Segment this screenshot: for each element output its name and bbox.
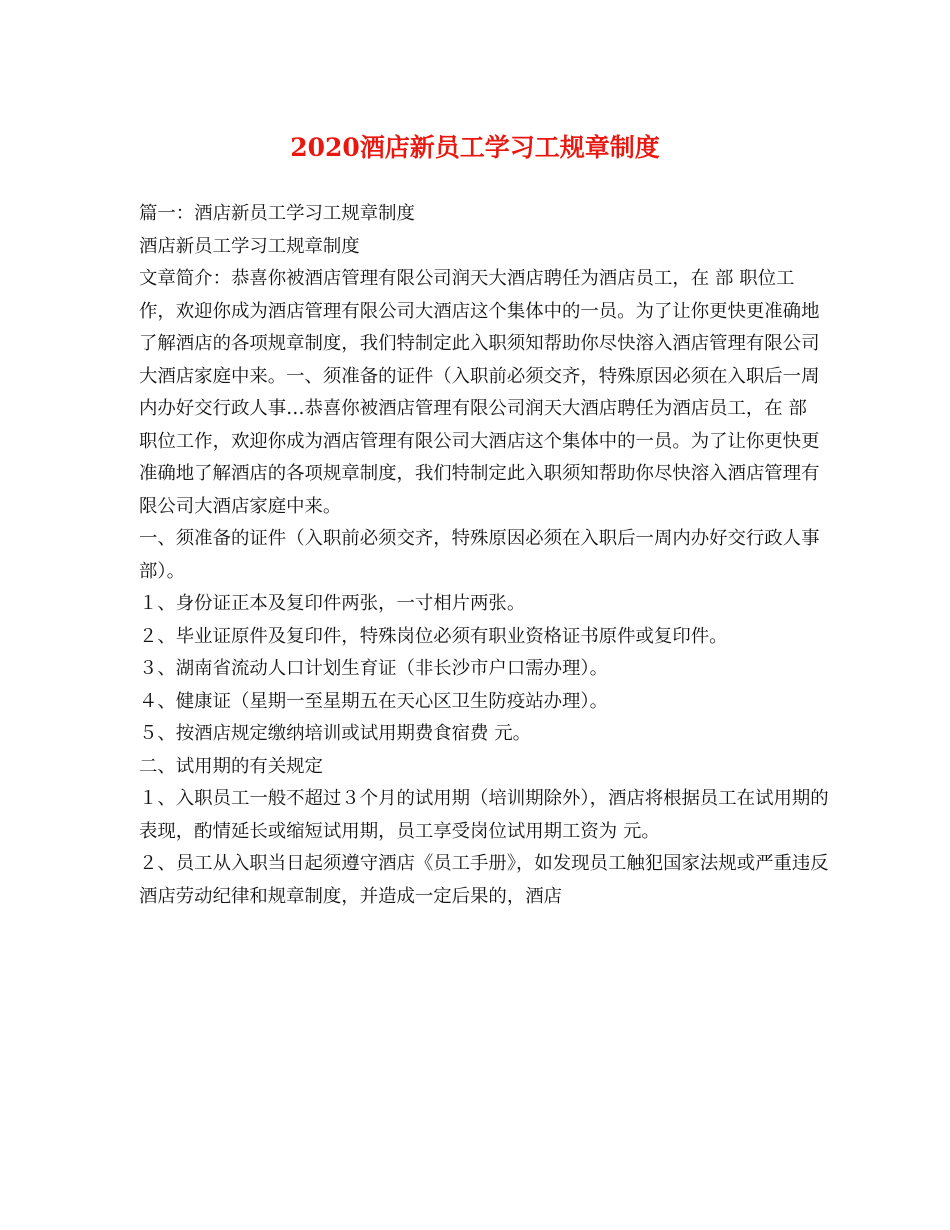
document-title: 2020酒店新员工学习工规章制度 <box>290 133 660 162</box>
section-heading-probation: 二、试用期的有关规定 <box>139 755 323 777</box>
document-body <box>139 198 829 913</box>
list-item-employee-handbook: ２、员工从入职当日起须遵守酒店《员工手册》，如发现员工触犯国家法规或严重违反酒店劳动纪律和规章制度，并造成一定后果的，酒店 <box>139 853 829 907</box>
article-summary: 文章简介：恭喜你被酒店管理有限公司润天大酒店聘任为酒店员工，在 部 职位工作，欢迎你成为酒店管理有限公司大酒店这个集体中的一员。为了让你更快更准确地了解酒店的各项规章制度，我们特制定此入职须知帮助你尽快溶入酒店管理有限公司大酒店家庭中来。一、须准备的证件（入职前必须交齐，特殊原因必须在入职后一周内办好交行政人事…恭喜你被酒店管理有限公司润天大酒店聘任为酒店员工，在 部 职位工作，欢迎你成为酒店管理有限公司大酒店这个集体中的一员。为了让你更快更准确地了解酒店的各项规章制度，我们特制定此入职须知帮助你尽快溶入酒店管理有限公司大酒店家庭中来。 <box>139 268 820 517</box>
section-heading-documents: 一、须准备的证件（入职前必须交齐，特殊原因必须在入职后一周内办好交行政人事部）。 <box>139 528 820 582</box>
list-item-diploma: ２、毕业证原件及复印件，特殊岗位必须有职业资格证书原件或复印件。 <box>139 625 728 647</box>
list-item-family-planning: ３、湖南省流动人口计划生育证（非长沙市户口需办理）。 <box>139 658 608 679</box>
list-item-probation-period: １、入职员工一般不超过３个月的试用期（培训期除外），酒店将根据员工在试用期的表现，酌情延长或缩短试用期，员工享受岗位试用期工资为 元。 <box>139 788 829 842</box>
list-item-health-certificate: ４、健康证（星期一至星期五在天心区卫生防疫站办理）。 <box>139 690 608 712</box>
section-heading-part-one: 篇一：酒店新员工学习工规章制度 <box>139 203 415 224</box>
list-item-training-fee: ５、按酒店规定缴纳培训或试用期费食宿费 元。 <box>139 723 532 744</box>
list-item-id-card: １、身份证正本及复印件两张，一寸相片两张。 <box>139 593 526 614</box>
article-subtitle: 酒店新员工学习工规章制度 <box>139 235 360 257</box>
